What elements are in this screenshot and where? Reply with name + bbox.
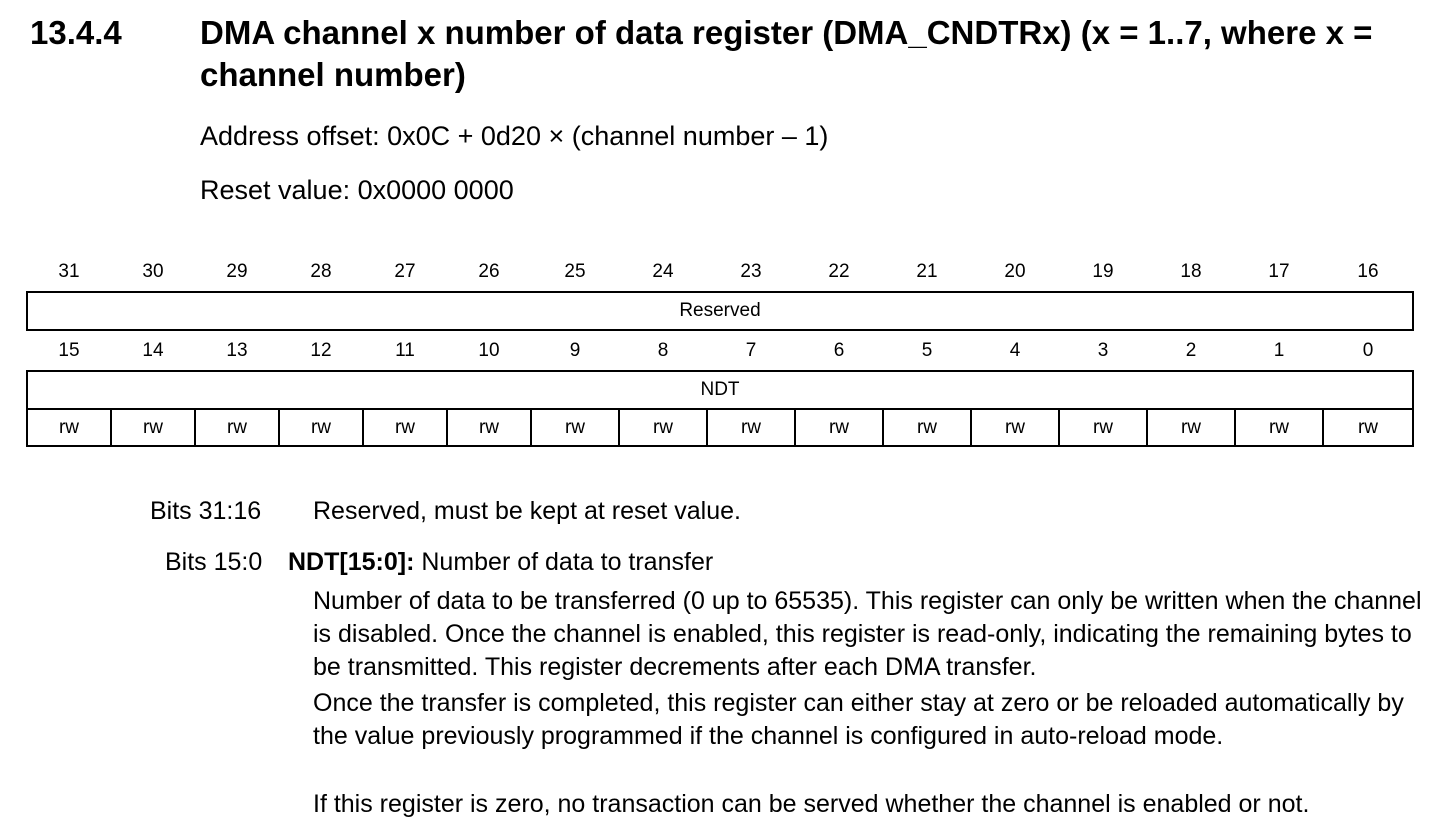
ndt-description-paragraph: If this register is zero, no transaction can be served whether the channel is enabled or not. [313, 790, 1310, 818]
access-cell: rw [883, 409, 971, 446]
bit-number: 23 [740, 260, 762, 282]
ndt-description-paragraph: Number of data to be transferred (0 up to 65535). This register can only be written when the channel is disabled. Once the channel is enabled, this register is read-only, indicating the remaining bytes to be transmitted. This register decrements after each DMA transfer. [313, 587, 1422, 681]
bit-number: 16 [1357, 260, 1379, 282]
bit-number: 11 [395, 339, 415, 361]
bit-number: 14 [142, 339, 164, 361]
bit-number: 31 [58, 260, 80, 282]
bit-number: 17 [1268, 260, 1290, 282]
bit-number: 21 [916, 260, 938, 282]
address-offset: Address offset: 0x0C + 0d20 × (channel number – 1) [200, 121, 829, 151]
reset-value: Reset value: 0x0000 0000 [200, 175, 514, 205]
bit-number: 27 [394, 260, 416, 282]
bit-number: 1 [1273, 339, 1285, 361]
bit-number: 30 [142, 260, 164, 282]
bit-number: 6 [833, 339, 845, 361]
lower-field-row [27, 371, 1413, 409]
bit-number: 24 [652, 260, 674, 282]
ndt-field-name: NDT[15:0]: [288, 548, 415, 576]
bit-number: 18 [1180, 260, 1202, 282]
bit-number: 7 [745, 339, 757, 361]
register-bit-table [26, 252, 1414, 447]
upper-field-row [27, 292, 1413, 330]
bit-number: 20 [1004, 260, 1026, 282]
bit-number: 19 [1092, 260, 1114, 282]
upper-bit-number-row [27, 252, 1413, 292]
access-cell: rw [795, 409, 883, 446]
bit-number: 13 [226, 339, 248, 361]
access-cell: rw [1059, 409, 1147, 446]
bit-number: 22 [828, 260, 850, 282]
bit-number: 26 [478, 260, 500, 282]
bit-number: 15 [58, 339, 80, 361]
bit-number: 25 [564, 260, 586, 282]
bit-number: 5 [921, 339, 933, 361]
bit-number: 4 [1009, 339, 1021, 361]
bit-number: 0 [1362, 339, 1374, 361]
access-cell: rw [619, 409, 707, 446]
bit-number: 3 [1097, 339, 1109, 361]
access-cell: rw [1235, 409, 1323, 446]
reserved-bits-label: Bits 31:16 [150, 497, 262, 525]
access-cell: rw [707, 409, 795, 446]
ndt-description-paragraph: Once the transfer is completed, this register can either stay at zero or be reloaded automatically by the value previously programmed if the channel is configured in auto-reload mode. [313, 689, 1404, 750]
access-cell: rw [363, 409, 447, 446]
lower-bit-number-row [27, 330, 1413, 371]
access-cell: rw [27, 409, 111, 446]
bit-number: 29 [226, 260, 248, 282]
ndt-field-title: Number of data to transfer [421, 548, 714, 576]
bit-number: 8 [657, 339, 669, 361]
access-row [27, 409, 1413, 446]
ndt-field: NDT [27, 371, 1413, 409]
access-cell: rw [279, 409, 363, 446]
access-cell: rw [195, 409, 279, 446]
access-cell: rw [531, 409, 619, 446]
bit-number: 12 [310, 339, 332, 361]
reserved-field: Reserved [27, 292, 1413, 330]
bit-number: 10 [478, 339, 500, 361]
reserved-bits-description: Reserved, must be kept at reset value. [313, 497, 741, 525]
access-cell: rw [1323, 409, 1413, 446]
bit-number: 2 [1185, 339, 1197, 361]
bit-number: 28 [310, 260, 332, 282]
section-title: DMA channel x number of data register (DMA_CNDTRx) (x = 1..7, where x = channel number) [200, 14, 1373, 93]
access-cell: rw [1147, 409, 1235, 446]
access-cell: rw [111, 409, 195, 446]
section-number: 13.4.4 [30, 14, 122, 51]
ndt-field-heading [288, 547, 713, 577]
bit-number: 9 [569, 339, 581, 361]
access-cell: rw [971, 409, 1059, 446]
access-cell: rw [447, 409, 531, 446]
ndt-bits-label: Bits 15:0 [165, 548, 263, 576]
